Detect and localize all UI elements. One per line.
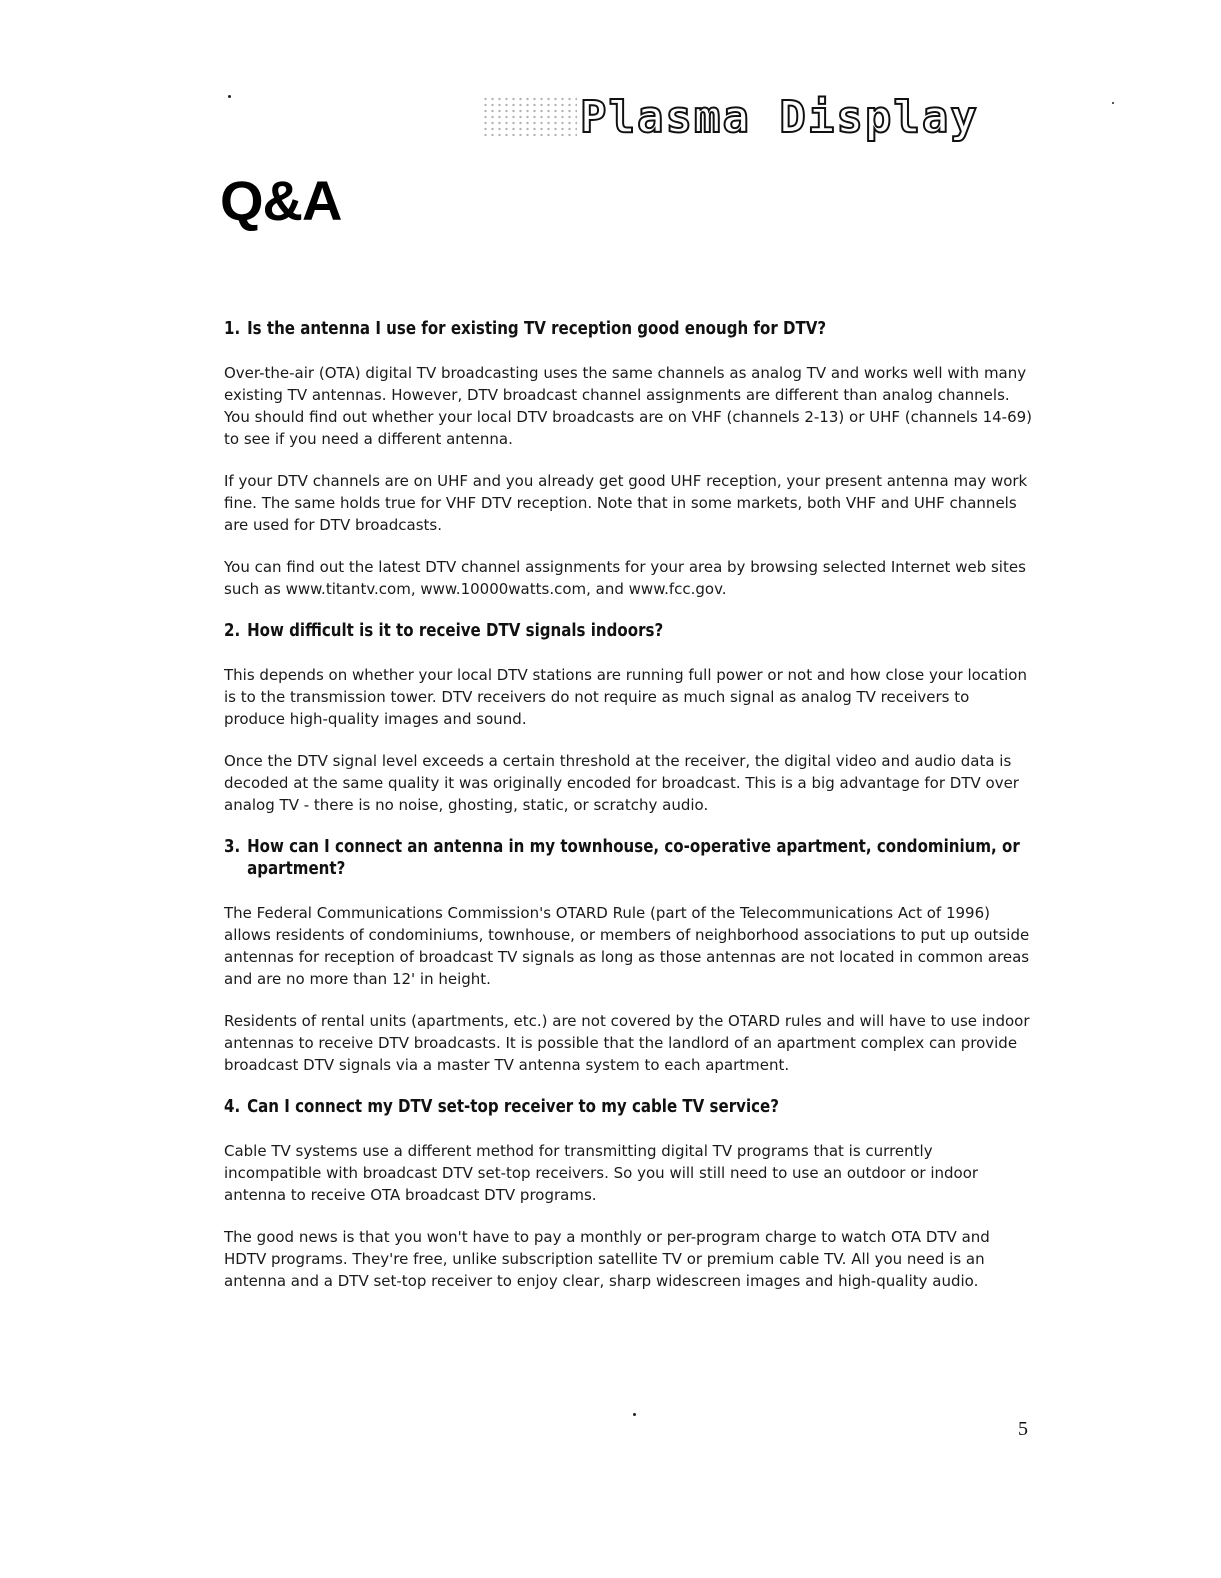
question-text: Is the antenna I use for existing TV reception good enough for DTV? [247, 319, 827, 339]
qa-section-1 [224, 318, 1034, 600]
question-number: 1. [224, 319, 241, 339]
answer-paragraph: Cable TV systems use a different method for transmitting digital TV programs that is currently incompatible with broadcast DTV set-top receivers. So you will still need to use an outdoor or indoor antenna to receive OTA broadcast DTV programs. [224, 1142, 979, 1204]
page-number: 5 [1018, 1418, 1028, 1440]
question-number: 4. [224, 1097, 241, 1117]
question-text: Can I connect my DTV set-top receiver to my cable TV service? [247, 1097, 779, 1117]
answer-paragraph: If your DTV channels are on UHF and you already get good UHF reception, your present antenna may work fine. The same holds true for VHF DTV reception. Note that in some markets, both VHF and UHF channels are used for DTV broadcasts. [224, 472, 1028, 534]
answer-paragraph: Once the DTV signal level exceeds a certain threshold at the receiver, the digital video and audio data is decoded at the same quality it was originally encoded for broadcast. This is a big advantage for DTV over analog TV - there is no noise, ghosting, static, or scratchy audio. [224, 752, 1019, 814]
scan-speck [1112, 102, 1114, 104]
question-heading [224, 620, 1024, 642]
question-number: 2. [224, 621, 241, 641]
qa-content [224, 318, 1034, 1312]
scan-speck [633, 1413, 636, 1416]
answer-paragraph: The Federal Communications Commission's OTARD Rule (part of the Telecommunications Act of 1996) allows residents of condominiums, townhouse, or members of neighborhood associations to put up outside antennas for reception of broadcast TV signals as long as those antennas are not located in common areas and are no more than 12' in height. [224, 904, 1030, 988]
question-heading [224, 836, 1024, 880]
answer-paragraph: The good news is that you won't have to pay a monthly or per-program charge to watch OTA DTV and HDTV programs. They're free, unlike subscription satellite TV or premium cable TV. All you need is an antenna and a DTV set-top receiver to enjoy clear, sharp widescreen images and high-quality audio. [224, 1228, 990, 1290]
brand-logo: Plasma Display [580, 92, 979, 143]
qa-section-4 [224, 1096, 1034, 1292]
question-text: How difficult is it to receive DTV signals indoors? [247, 621, 664, 641]
page-title: Q&A [220, 169, 342, 232]
qa-section-2 [224, 620, 1034, 816]
answer-paragraph: This depends on whether your local DTV stations are running full power or not and how close your location is to the transmission tower. DTV receivers do not require as much signal as analog TV receivers to produce high-quality images and sound. [224, 666, 1027, 728]
answer-paragraph: You can find out the latest DTV channel assignments for your area by browsing selected Internet web sites such as www.titantv.com, www.10000watts.com, and www.fcc.gov. [224, 558, 1026, 598]
question-heading [224, 1096, 1024, 1118]
qa-section-3 [224, 836, 1034, 1076]
scan-speck [228, 95, 231, 98]
answer-paragraph: Residents of rental units (apartments, etc.) are not covered by the OTARD rules and will have to use indoor antennas to receive DTV broadcasts. It is possible that the landlord of an apartment complex can provide broadcast DTV signals via a master TV antenna system to each apartment. [224, 1012, 1030, 1074]
question-number: 3. [224, 837, 241, 857]
question-text: How can I connect an antenna in my townhouse, co-operative apartment, condominium, or apartment? [247, 837, 1020, 879]
answer-paragraph: Over-the-air (OTA) digital TV broadcasting uses the same channels as analog TV and works well with many existing TV antennas. However, DTV broadcast channel assignments are different than analog channels. You should find out whether your local DTV broadcasts are on VHF (channels 2-13) or UHF (channels 14-69) to see if you need a different antenna. [224, 364, 1033, 448]
brand-decoration [482, 96, 577, 136]
question-heading [224, 318, 1024, 340]
